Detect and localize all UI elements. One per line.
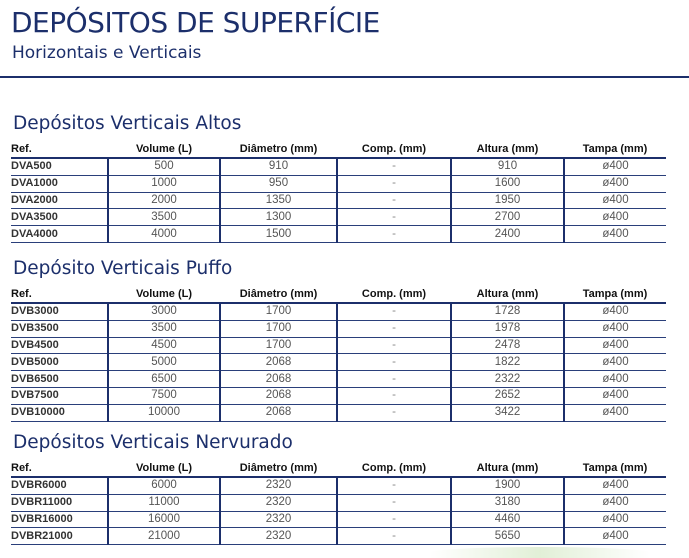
cell-ref: DVBR6000 xyxy=(11,477,108,494)
cell-ref: DVA3500 xyxy=(11,209,108,226)
cell-lid: ø400 xyxy=(564,320,666,337)
column-header-height: Altura (mm) xyxy=(451,285,564,303)
table-row xyxy=(11,528,666,545)
cell-lid: ø400 xyxy=(564,175,666,192)
cell-volume: 4500 xyxy=(108,337,220,354)
cell-ref: DVB10000 xyxy=(11,404,108,421)
section-title: Depósitos Verticais Nervurado xyxy=(13,432,293,453)
cell-height: 2478 xyxy=(451,337,564,354)
cell-comp: - xyxy=(337,192,451,209)
cell-volume: 16000 xyxy=(108,511,220,528)
cell-lid: ø400 xyxy=(564,387,666,404)
cell-diameter: 2320 xyxy=(220,477,337,494)
cell-volume: 21000 xyxy=(108,528,220,545)
cell-ref: DVB5000 xyxy=(11,354,108,371)
cell-volume: 3000 xyxy=(108,303,220,320)
cell-lid: ø400 xyxy=(564,354,666,371)
decorative-leaf-graphic xyxy=(430,547,650,558)
table-row xyxy=(11,337,666,354)
cell-height: 3180 xyxy=(451,494,564,511)
column-header-comp: Comp. (mm) xyxy=(337,140,451,158)
cell-ref: DVB3500 xyxy=(11,320,108,337)
table-row xyxy=(11,371,666,388)
column-header-ref: Ref. xyxy=(11,459,108,477)
cell-lid: ø400 xyxy=(564,337,666,354)
cell-height: 2700 xyxy=(451,209,564,226)
table-header-row xyxy=(11,285,666,303)
column-header-height: Altura (mm) xyxy=(451,459,564,477)
column-header-volume: Volume (L) xyxy=(108,459,220,477)
column-header-ref: Ref. xyxy=(11,285,108,303)
section-title: Depósito Verticais Puffo xyxy=(13,258,233,279)
product-table xyxy=(11,459,666,545)
cell-lid: ø400 xyxy=(564,303,666,320)
cell-comp: - xyxy=(337,528,451,545)
cell-ref: DVBR11000 xyxy=(11,494,108,511)
cell-comp: - xyxy=(337,337,451,354)
table-row xyxy=(11,494,666,511)
cell-diameter: 1500 xyxy=(220,226,337,243)
table-row xyxy=(11,303,666,320)
cell-height: 1950 xyxy=(451,192,564,209)
cell-comp: - xyxy=(337,494,451,511)
page-title: DEPÓSITOS DE SUPERFÍCIE xyxy=(11,6,380,39)
cell-lid: ø400 xyxy=(564,226,666,243)
table-row xyxy=(11,158,666,175)
column-header-lid: Tampa (mm) xyxy=(564,459,666,477)
cell-lid: ø400 xyxy=(564,494,666,511)
table-row xyxy=(11,226,666,243)
cell-diameter: 2068 xyxy=(220,354,337,371)
cell-height: 1728 xyxy=(451,303,564,320)
cell-ref: DVBR16000 xyxy=(11,511,108,528)
cell-diameter: 2068 xyxy=(220,387,337,404)
table-row xyxy=(11,320,666,337)
table-row xyxy=(11,511,666,528)
cell-comp: - xyxy=(337,303,451,320)
cell-volume: 3500 xyxy=(108,209,220,226)
table-row xyxy=(11,387,666,404)
cell-ref: DVA2000 xyxy=(11,192,108,209)
column-header-diameter: Diâmetro (mm) xyxy=(220,459,337,477)
cell-comp: - xyxy=(337,320,451,337)
table-row xyxy=(11,477,666,494)
cell-height: 4460 xyxy=(451,511,564,528)
cell-comp: - xyxy=(337,477,451,494)
cell-volume: 4000 xyxy=(108,226,220,243)
cell-volume: 2000 xyxy=(108,192,220,209)
cell-volume: 6500 xyxy=(108,371,220,388)
cell-diameter: 2068 xyxy=(220,371,337,388)
column-header-lid: Tampa (mm) xyxy=(564,285,666,303)
cell-lid: ø400 xyxy=(564,158,666,175)
cell-diameter: 1700 xyxy=(220,337,337,354)
cell-comp: - xyxy=(337,511,451,528)
cell-comp: - xyxy=(337,387,451,404)
cell-diameter: 1300 xyxy=(220,209,337,226)
cell-ref: DVB6500 xyxy=(11,371,108,388)
cell-height: 5650 xyxy=(451,528,564,545)
cell-volume: 6000 xyxy=(108,477,220,494)
cell-volume: 5000 xyxy=(108,354,220,371)
cell-lid: ø400 xyxy=(564,192,666,209)
cell-comp: - xyxy=(337,209,451,226)
cell-diameter: 2320 xyxy=(220,494,337,511)
cell-ref: DVA1000 xyxy=(11,175,108,192)
cell-diameter: 1350 xyxy=(220,192,337,209)
cell-ref: DVB3000 xyxy=(11,303,108,320)
cell-lid: ø400 xyxy=(564,528,666,545)
table-row xyxy=(11,354,666,371)
product-table xyxy=(11,285,666,422)
column-header-volume: Volume (L) xyxy=(108,285,220,303)
cell-height: 2652 xyxy=(451,387,564,404)
cell-height: 1978 xyxy=(451,320,564,337)
cell-height: 1822 xyxy=(451,354,564,371)
product-table xyxy=(11,140,666,243)
column-header-height: Altura (mm) xyxy=(451,140,564,158)
cell-diameter: 2068 xyxy=(220,404,337,421)
cell-diameter: 1700 xyxy=(220,320,337,337)
table-row xyxy=(11,404,666,421)
cell-lid: ø400 xyxy=(564,511,666,528)
page-subtitle: Horizontais e Verticais xyxy=(12,43,202,63)
cell-diameter: 950 xyxy=(220,175,337,192)
cell-comp: - xyxy=(337,371,451,388)
column-header-volume: Volume (L) xyxy=(108,140,220,158)
cell-height: 1900 xyxy=(451,477,564,494)
cell-height: 910 xyxy=(451,158,564,175)
column-header-comp: Comp. (mm) xyxy=(337,459,451,477)
title-divider xyxy=(0,76,689,78)
cell-volume: 7500 xyxy=(108,387,220,404)
section-title: Depósitos Verticais Altos xyxy=(13,113,242,134)
cell-comp: - xyxy=(337,175,451,192)
cell-volume: 500 xyxy=(108,158,220,175)
cell-diameter: 2320 xyxy=(220,511,337,528)
cell-lid: ø400 xyxy=(564,209,666,226)
table-row xyxy=(11,209,666,226)
cell-diameter: 1700 xyxy=(220,303,337,320)
column-header-diameter: Diâmetro (mm) xyxy=(220,285,337,303)
cell-diameter: 2320 xyxy=(220,528,337,545)
cell-ref: DVB4500 xyxy=(11,337,108,354)
cell-height: 2322 xyxy=(451,371,564,388)
cell-volume: 10000 xyxy=(108,404,220,421)
cell-volume: 3500 xyxy=(108,320,220,337)
cell-ref: DVA500 xyxy=(11,158,108,175)
cell-ref: DVA4000 xyxy=(11,226,108,243)
table-header-row xyxy=(11,459,666,477)
cell-ref: DVB7500 xyxy=(11,387,108,404)
table-row xyxy=(11,192,666,209)
cell-comp: - xyxy=(337,354,451,371)
cell-volume: 1000 xyxy=(108,175,220,192)
cell-height: 2400 xyxy=(451,226,564,243)
cell-diameter: 910 xyxy=(220,158,337,175)
cell-lid: ø400 xyxy=(564,477,666,494)
cell-comp: - xyxy=(337,404,451,421)
table-row xyxy=(11,175,666,192)
cell-comp: - xyxy=(337,158,451,175)
cell-lid: ø400 xyxy=(564,404,666,421)
column-header-lid: Tampa (mm) xyxy=(564,140,666,158)
column-header-ref: Ref. xyxy=(11,140,108,158)
table-header-row xyxy=(11,140,666,158)
cell-lid: ø400 xyxy=(564,371,666,388)
cell-height: 3422 xyxy=(451,404,564,421)
cell-comp: - xyxy=(337,226,451,243)
column-header-diameter: Diâmetro (mm) xyxy=(220,140,337,158)
cell-ref: DVBR21000 xyxy=(11,528,108,545)
column-header-comp: Comp. (mm) xyxy=(337,285,451,303)
cell-height: 1600 xyxy=(451,175,564,192)
cell-volume: 11000 xyxy=(108,494,220,511)
